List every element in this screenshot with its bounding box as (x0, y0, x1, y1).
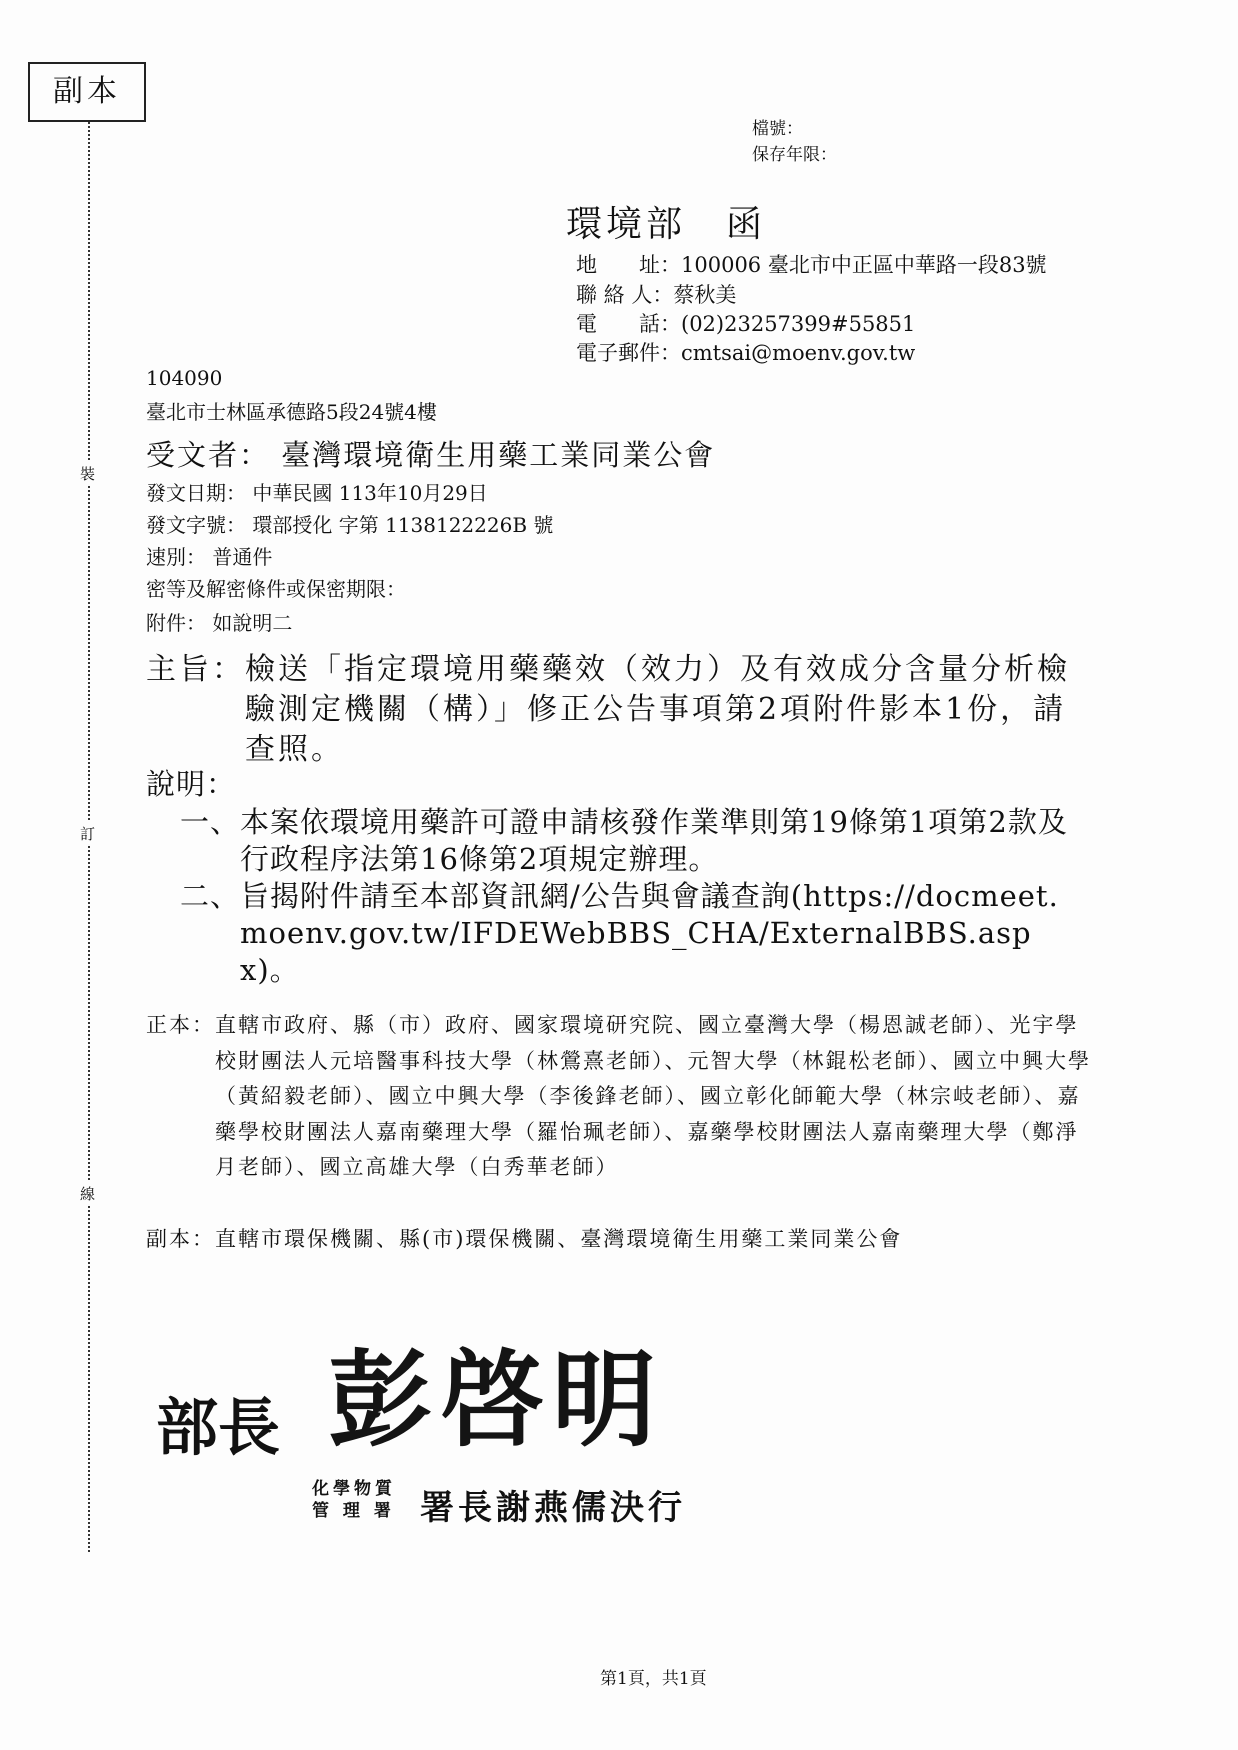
binding-char-xian: 線 (80, 1182, 95, 1206)
sender-phone: 電 話：(02)23257399#55851 (576, 312, 916, 336)
copy-text: 直轄市環保機關、縣(市)環保機關、臺灣環境衛生用藥工業同業公會 (215, 1227, 903, 1251)
explain-item-number: 一、 (180, 805, 241, 839)
explain-item-1 (180, 804, 1070, 878)
explain-item-text: 本案依環境用藥許可證申請核發作業準則第19條第1項第2款及行政程序法第16條第2項規定辦理。 (240, 805, 1068, 876)
sender-address: 地 址：100006 臺北市中正區中華路一段83號 (576, 253, 1047, 277)
subject-text: 檢送「指定環境用藥藥效（效力）及有效成分含量分析檢驗測定機關（構）」修正公告事項第2項附件影本1份，請查照。 (245, 652, 1070, 767)
file-number-label: 檔號： (752, 119, 803, 139)
speed-class: 速別： 普通件 (146, 545, 273, 569)
explain-item-2 (180, 878, 1070, 989)
explain-item-number: 二、 (180, 879, 241, 913)
copy-stamp: 副本 (28, 62, 146, 122)
original-label: 正本： (146, 1013, 215, 1037)
document-title: 環境部 函 (566, 204, 767, 245)
original-recipients (146, 1008, 1096, 1186)
subject-block (146, 650, 1076, 770)
agency-line-1: 化學物質 (312, 1479, 396, 1499)
explain-label: 說明： (146, 767, 237, 801)
decision-note: 署長謝燕儒決行 (420, 1488, 686, 1528)
copy-label: 副本： (146, 1227, 215, 1251)
binding-char-zhuang: 裝 (80, 462, 95, 486)
binding-char-ding: 訂 (80, 822, 95, 846)
issue-number: 發文字號： 環部授化 字第 1138122226B 號 (146, 513, 554, 537)
signature-title: 部長 (156, 1391, 281, 1464)
attachment: 附件： 如說明二 (146, 611, 293, 635)
issue-date: 發文日期： 中華民國 113年10月29日 (146, 481, 488, 505)
recipient: 受文者： 臺灣環境衛生用藥工業同業公會 (146, 438, 716, 472)
retention-label: 保存年限： (752, 145, 837, 165)
subject-label: 主旨： (146, 652, 245, 687)
secrecy-level: 密等及解密條件或保密期限： (146, 577, 406, 601)
copy-recipients (146, 1222, 1096, 1258)
sender-contact: 聯 絡 人：蔡秋美 (576, 283, 737, 307)
original-text: 直轄市政府、縣（市）政府、國家環境研究院、國立臺灣大學（楊恩誠老師）、光宇學校財團法人元培醫事科技大學（林鶯熹老師）、元智大學（林錕松老師）、國立中興大學（黃紹毅老師）、國立中興大學（李後鋒老師）、國立彰化師範大學（林宗岐老師）、嘉藥學校財團法人嘉南藥理大學（羅怡珮老師）、嘉藥學校財團法人嘉南藥理大學（鄭淨月老師）、國立高雄大學（白秀華老師） (215, 1013, 1091, 1179)
explain-item-text: 旨揭附件請至本部資訊網/公告與會議查詢(https://docmeet.moenv.gov.tw/IFDEWebBBS_CHA/ExternalBBS.aspx)。 (240, 879, 1059, 987)
signature-name: 彭啓明 (328, 1338, 665, 1461)
sender-email: 電子郵件：cmtsai@moenv.gov.tw (576, 341, 916, 365)
recipient-address: 臺北市士林區承德路5段24號4樓 (146, 400, 437, 424)
recipient-zip: 104090 (146, 366, 223, 390)
agency-line-2: 管 理 署 (312, 1501, 395, 1521)
page-number: 第1頁，共1頁 (600, 1669, 707, 1689)
